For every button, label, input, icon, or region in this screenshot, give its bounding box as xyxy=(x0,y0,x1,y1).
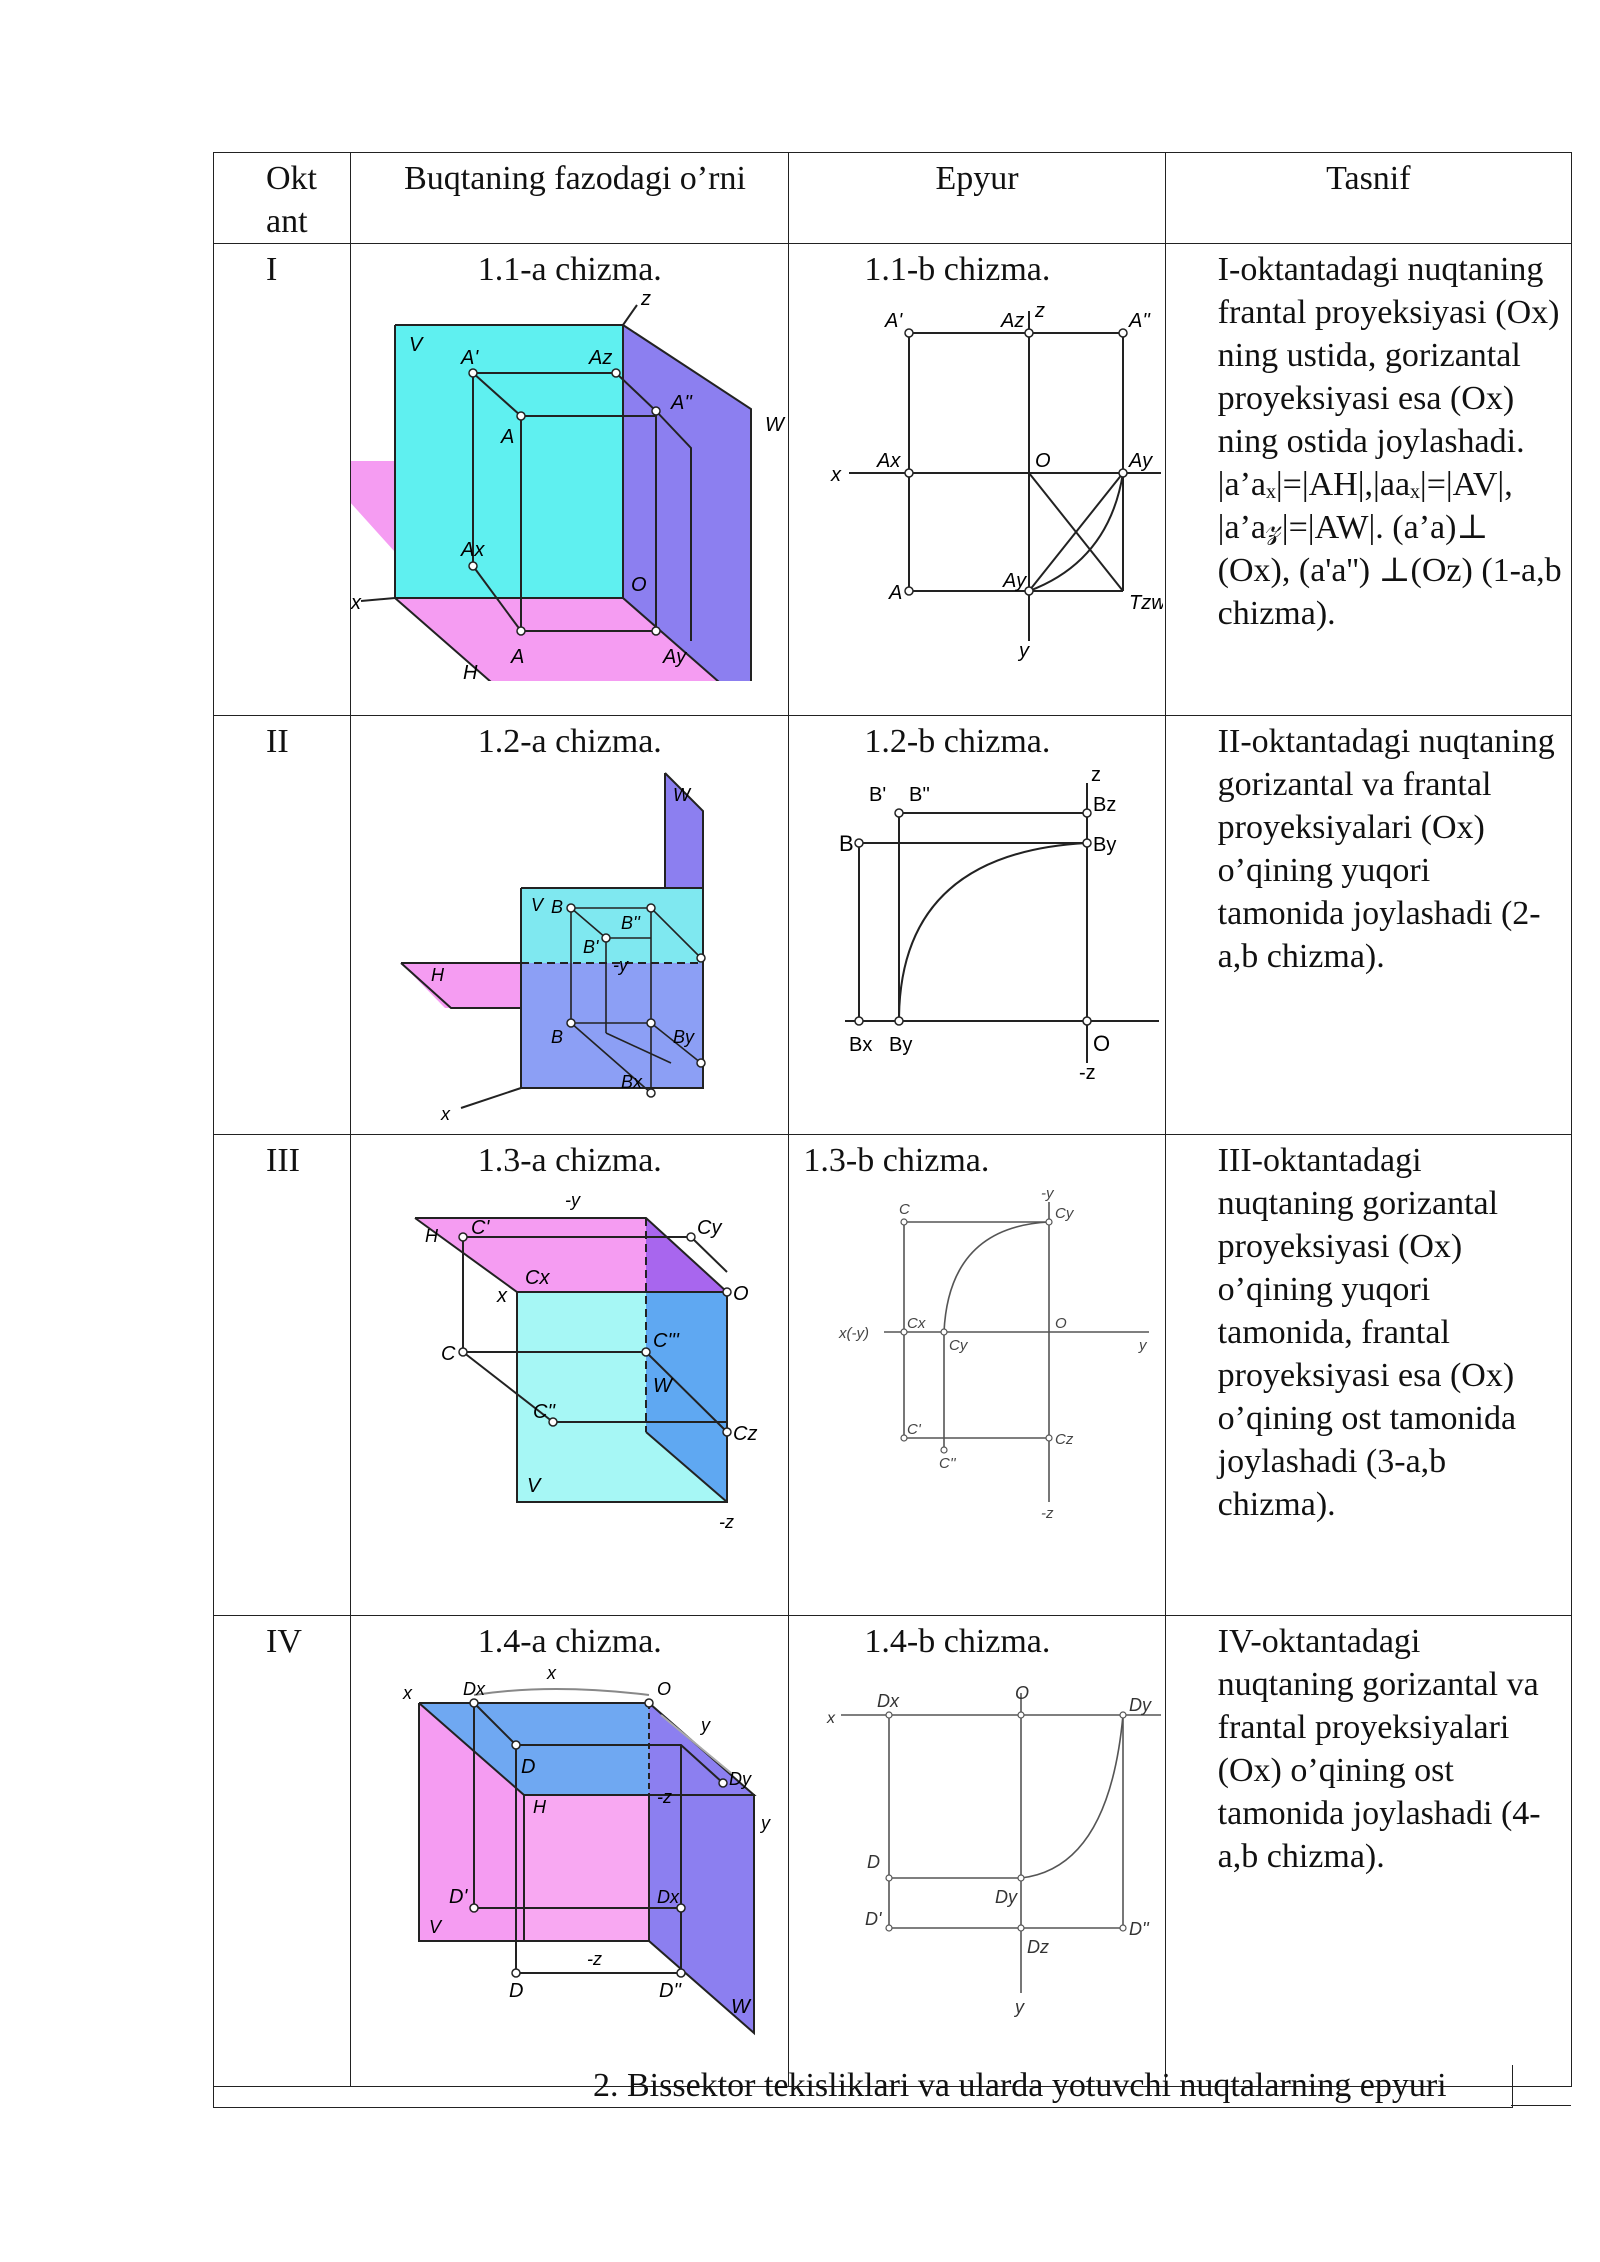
figure-caption: 1.2-b chizma. xyxy=(864,723,1051,760)
label-W: W xyxy=(731,1996,750,2018)
table-divider xyxy=(1511,2105,1571,2106)
label-mz: -z xyxy=(719,1512,735,1532)
description-cell: IV-oktantadagi nuqtaning gorizantal va frantal proyeksiyalari (Ox) o’qining ost tamonida joylashadi (4-a,b chizma). xyxy=(1165,1616,1571,2087)
oktant-cell: I xyxy=(214,244,351,716)
label-y: y xyxy=(1139,1337,1147,1354)
label-Dy: Dy xyxy=(1129,1695,1152,1715)
description-cell: II-oktantadagi nuqtaning gorizantal va frantal proyeksiyalari (Ox) o’qining yuqori tamonida joylashadi (2-a,b chizma). xyxy=(1165,716,1571,1135)
label-B: B xyxy=(551,897,564,917)
label-my: -y xyxy=(565,1190,581,1210)
label-Cz: Cz xyxy=(1055,1431,1074,1448)
table-row xyxy=(214,1135,1572,1616)
label-x: x xyxy=(351,592,362,614)
label-y: y xyxy=(1015,1997,1025,2017)
label-x: x xyxy=(497,1285,508,1307)
label-y: -y xyxy=(613,955,629,975)
label-my: -y xyxy=(1041,1185,1054,1202)
oktant-cell: IV xyxy=(214,1616,351,2087)
table-row xyxy=(214,716,1572,1135)
label-Cy: Cy xyxy=(1055,1205,1074,1222)
label-Ax: Ax xyxy=(877,450,901,472)
description-cell: III-oktantadagi nuqtaning gorizantal proyeksiyasi (Ox) o’qining yuqori tamonida, frantal proyeksiyasi esa (Ox) o’qining ost tamonida joylashadi (3-a,b chizma). xyxy=(1165,1135,1571,1616)
octant-table xyxy=(213,152,1572,2087)
label-B2: B'' xyxy=(621,913,640,933)
figure-caption: 1.3-b chizma. xyxy=(803,1142,990,1179)
figure-1-3-a xyxy=(351,1182,787,1542)
figure-b-cell xyxy=(789,716,1165,1135)
figure-b-cell xyxy=(789,1616,1165,2087)
label-C2: C'' xyxy=(939,1455,956,1472)
figure-caption: 1.1-a chizma. xyxy=(477,251,662,288)
label-Ay: Ay xyxy=(663,646,687,668)
label-mz: -z xyxy=(1079,1062,1097,1083)
label-D2: D'' xyxy=(659,1980,682,2002)
header-oktant: Okt ant xyxy=(214,153,351,244)
label-H: H xyxy=(431,965,445,985)
label-By2: By xyxy=(889,1034,913,1056)
label-B1: B' xyxy=(869,784,887,806)
label-A1: A' xyxy=(461,347,479,369)
oktant-cell: III xyxy=(214,1135,351,1616)
label-W: W xyxy=(673,785,691,805)
label-A-bottom: A xyxy=(511,646,525,668)
figure-caption: 1.4-a chizma. xyxy=(477,1623,662,1660)
label-y2: y xyxy=(761,1813,771,1833)
figure-caption: 1.2-a chizma. xyxy=(477,723,662,760)
label-mz2: -z xyxy=(587,1949,603,1969)
label-Ay2: Ay xyxy=(1003,570,1027,592)
label-H: H xyxy=(425,1226,439,1246)
label-Cx: Cx xyxy=(525,1267,550,1289)
label-Ay: Ay xyxy=(1129,450,1153,472)
header-epyur: Epyur xyxy=(789,153,1165,244)
label-D2: D'' xyxy=(1129,1919,1150,1939)
label-V: V xyxy=(527,1475,541,1497)
label-Dx2: Dx xyxy=(657,1887,680,1907)
label-H: H xyxy=(463,662,478,681)
label-x: x xyxy=(827,1710,836,1727)
label-A2: A'' xyxy=(1129,310,1151,332)
label-O: O xyxy=(1093,1031,1111,1056)
label-O: O xyxy=(657,1679,672,1699)
label-Dx: Dx xyxy=(463,1679,486,1699)
label-z: z xyxy=(1035,300,1046,322)
label-Bz: Bz xyxy=(1093,794,1117,816)
figure-a-cell xyxy=(351,1616,789,2087)
label-C1: C' xyxy=(471,1217,490,1239)
figure-a-cell xyxy=(351,244,789,716)
figure-1-4-b xyxy=(789,1663,1163,2023)
label-C3: C''' xyxy=(653,1330,679,1352)
label-Bb: B xyxy=(551,1027,564,1047)
table-row xyxy=(214,244,1572,716)
figure-1-1-a xyxy=(351,291,787,681)
table-row xyxy=(214,1616,1572,2087)
figure-caption: 1.1-b chizma. xyxy=(864,251,1051,288)
label-O: O xyxy=(1015,1683,1030,1703)
label-By: By xyxy=(1093,834,1117,856)
label-B: B xyxy=(839,831,855,856)
label-C1: C' xyxy=(907,1421,922,1438)
label-mz: -z xyxy=(1041,1505,1054,1522)
label-A1: A' xyxy=(885,310,903,332)
label-Cz: Cz xyxy=(733,1423,758,1445)
figure-1-1-b xyxy=(789,291,1163,661)
section-heading-row xyxy=(213,2065,1572,2107)
section-heading: 2. Bissektor tekisliklari va ularda yotuvchi nuqtalarning epyuri xyxy=(593,2067,1447,2104)
label-C2: C'' xyxy=(533,1401,556,1423)
label-D1: D' xyxy=(865,1909,882,1929)
label-z: z xyxy=(641,291,652,310)
label-z: z xyxy=(1091,764,1102,786)
label-Bx: Bx xyxy=(621,1072,643,1092)
label-Az: Az xyxy=(1001,310,1025,332)
label-Az: Az xyxy=(589,347,613,369)
label-Cy2: Cy xyxy=(949,1337,968,1354)
label-O: O xyxy=(1055,1315,1068,1332)
label-Bx: Bx xyxy=(849,1034,873,1056)
label-Dy2: Dy xyxy=(995,1887,1018,1907)
label-Ax: Ax xyxy=(461,539,485,561)
figure-a-cell xyxy=(351,1135,789,1616)
figure-b-cell xyxy=(789,244,1165,716)
label-By: By xyxy=(673,1027,695,1047)
description-cell: I-oktantadagi nuqtaning frantal proyeksiyasi (Ox) ning ustida, gorizantal proyeksiyasi esa (Ox) ning ostida joylashadi. |a’aₓ|=|AH|,|aaₓ|=|AV|, |a’a𝓏|=|AW|. (a’a)⊥ (Ox), (a'a'') ⊥(Oz) (1-a,b chizma). xyxy=(1165,244,1571,716)
label-x: x xyxy=(403,1683,413,1703)
label-mz: -z xyxy=(657,1787,673,1807)
label-A: A xyxy=(889,582,903,604)
label-x: x xyxy=(441,1104,451,1123)
label-x: x xyxy=(831,464,842,486)
label-Cy: Cy xyxy=(697,1217,722,1239)
label-O: O xyxy=(1035,450,1051,472)
label-B2: B'' xyxy=(909,784,931,806)
oktant-cell: II xyxy=(214,716,351,1135)
label-W: W xyxy=(765,414,784,436)
label-Dx: Dx xyxy=(877,1691,900,1711)
figure-1-3-b xyxy=(789,1182,1163,1532)
label-D: D xyxy=(867,1852,881,1872)
label-Dy: Dy xyxy=(729,1769,752,1789)
label-A: A xyxy=(501,426,515,448)
table-header-row xyxy=(214,153,1572,244)
label-C: C xyxy=(441,1343,456,1365)
label-W: W xyxy=(653,1375,672,1397)
label-V: V xyxy=(429,1917,442,1937)
figure-caption: 1.4-b chizma. xyxy=(864,1623,1051,1660)
label-D1: D' xyxy=(449,1886,468,1908)
header-position: Buqtaning fazodagi o’rni xyxy=(351,153,789,244)
figure-1-2-a xyxy=(351,763,787,1123)
label-V: V xyxy=(531,895,544,915)
figure-1-4-a xyxy=(351,1663,787,2043)
label-D: D xyxy=(521,1756,536,1778)
label-Db: D xyxy=(509,1980,524,2002)
figure-caption: 1.3-a chizma. xyxy=(477,1142,662,1179)
header-tasnif: Tasnif xyxy=(1165,153,1571,244)
label-O: O xyxy=(733,1283,749,1305)
figure-a-cell xyxy=(351,716,789,1135)
label-O: O xyxy=(631,574,647,596)
label-A2: A'' xyxy=(671,392,693,414)
label-xy: x(-y) xyxy=(839,1325,870,1342)
figure-1-2-b xyxy=(789,763,1163,1083)
label-Dz: Dz xyxy=(1027,1937,1050,1957)
label-Tzw: Tzw xyxy=(1129,592,1164,614)
figure-b-cell xyxy=(789,1135,1165,1616)
label-B1: B' xyxy=(583,937,599,957)
label-Cx: Cx xyxy=(907,1315,926,1332)
label-y: y xyxy=(1019,640,1030,661)
label-H: H xyxy=(533,1797,547,1817)
label-y: y xyxy=(701,1715,711,1735)
label-V: V xyxy=(409,334,423,356)
label-C: C xyxy=(899,1201,911,1218)
label-xt: x xyxy=(547,1663,557,1683)
